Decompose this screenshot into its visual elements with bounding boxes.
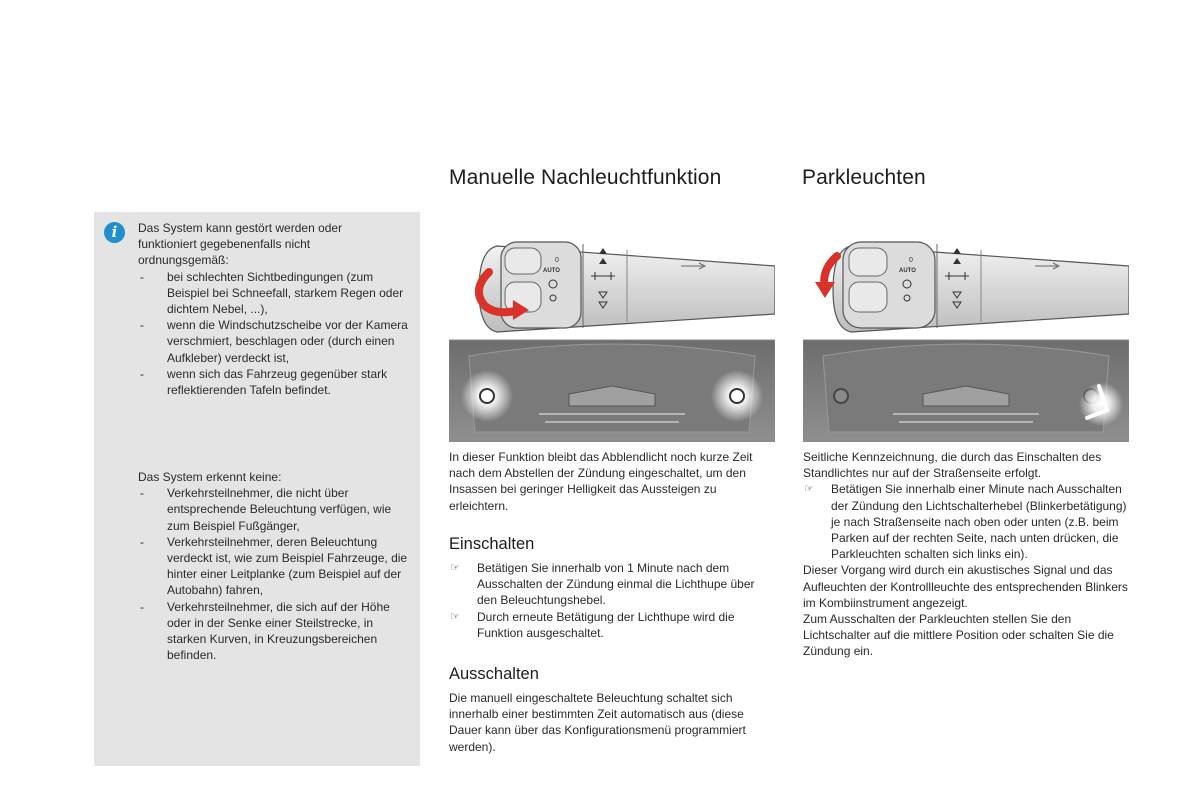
caption-text: In dieser Funktion bleibt das Abblendlicht noch kurze Zeit nach dem Abstellen der Zündung eingeschaltet, um den Insassen bei geringer Helligkeit das Aussteigen zu erleichtern. bbox=[449, 450, 753, 513]
stalk-label-auto: AUTO bbox=[543, 268, 560, 274]
einschalten-block bbox=[449, 560, 775, 641]
list-item-text: Betätigen Sie innerhalb einer Minute nach Ausschalten der Zündung den Lichtschalterhebel (Blinkerbetätigung) je nach Straßenseite nach oben oder unten (z.B. beim Parken auf der rechten Seite, nach unten drücken, die Parkleuchten schalten sich links ein). bbox=[831, 482, 1127, 562]
list-item-text: Betätigen Sie innerhalb von 1 Minute nach dem Ausschalten der Zündung einmal die Lichthupe über den Beleuchtungshebel. bbox=[477, 561, 755, 608]
list-item: - Verkehrsteilnehmer, deren Beleuchtung verdeckt ist, wie zum Beispiel Fahrzeuge, die hinter einer Leitplanke (zum Beispiel auf der Autobahn) fahren, bbox=[138, 534, 410, 599]
info-icon: i bbox=[104, 222, 125, 243]
list-item bbox=[449, 609, 775, 641]
illustration-parkleuchten bbox=[803, 236, 1129, 442]
parkleuchten-text-block bbox=[803, 449, 1129, 660]
caption-text: Seitliche Kennzeichnung, die durch das Einschalten des Standlichtes nur auf der Straßenseite erfolgt. bbox=[803, 450, 1102, 481]
nachleucht-caption-block bbox=[449, 449, 771, 514]
sidebar-list-2 bbox=[138, 485, 410, 663]
sidebar-intro-2: Das System erkennt keine: bbox=[138, 470, 282, 484]
list-item: - bei schlechten Sichtbedingungen (zum Beispiel bei Schneefall, starkem Regen oder dichtem Nebel, ...), bbox=[138, 269, 410, 318]
stalk-label-auto: AUTO bbox=[899, 268, 916, 274]
section-title-parkleuchten: Parkleuchten bbox=[802, 166, 926, 189]
illustration-nachleucht bbox=[449, 236, 775, 442]
pointing-hand-icon: ☞ bbox=[804, 483, 814, 496]
sidebar-block-1 bbox=[138, 220, 410, 398]
list-item bbox=[449, 560, 775, 609]
list-item-text: Durch erneute Betätigung der Lichthupe wird die Funktion ausgeschaltet. bbox=[477, 609, 735, 640]
list-item: - wenn sich das Fahrzeug gegenüber stark reflektierenden Tafeln befindet. bbox=[138, 366, 410, 398]
subheading-einschalten: Einschalten bbox=[449, 535, 535, 553]
list-item: - Verkehrsteilnehmer, die nicht über entsprechende Beleuchtung verfügen, wie zum Beispiel Fußgänger, bbox=[138, 485, 410, 534]
stalk-label-zero: 0 bbox=[555, 257, 559, 264]
subheading-ausschalten: Ausschalten bbox=[449, 665, 539, 683]
parkleuchten-list bbox=[803, 481, 1129, 562]
ausschalten-text: Die manuell eingeschaltete Beleuchtung schaltet sich innerhalb einer bestimmten Zeit automatisch aus (diese Dauer kann über das Konfigurationsmenü programmiert werden). bbox=[449, 691, 746, 754]
list-item: - wenn die Windschutzscheibe vor der Kamera verschmiert, beschlagen oder (durch einen Aufkleber) verdeckt ist, bbox=[138, 317, 410, 366]
list-item bbox=[803, 481, 1129, 562]
pointing-hand-icon: ☞ bbox=[450, 562, 460, 574]
stalk-and-parklight-figure bbox=[803, 236, 1129, 442]
sidebar-list-1 bbox=[138, 269, 410, 399]
stalk-and-headlamps-figure bbox=[449, 236, 775, 442]
parkleuchten-para-2: Zum Ausschalten der Parkleuchten stellen Sie den Lichtschalter auf die mittlere Position oder schalten Sie die Zündung ein. bbox=[803, 612, 1114, 659]
sidebar-block-2 bbox=[138, 469, 410, 663]
stalk-label-zero: 0 bbox=[909, 257, 913, 264]
parkleuchten-para-1: Dieser Vorgang wird durch ein akustisches Signal und das Aufleuchten der Kontrollleuchte des entsprechenden Blinkers im Kombiinstrument angezeigt. bbox=[803, 563, 1128, 610]
list-item: - Verkehrsteilnehmer, die sich auf der Höhe oder in der Senke einer Steilstrecke, in starken Kurven, in Kreuzungsbereichen befinden. bbox=[138, 599, 410, 664]
sidebar-intro: Das System kann gestört werden oder funktioniert gegebenenfalls nicht ordnungsgemäß: bbox=[138, 221, 343, 268]
section-title-nachleucht: Manuelle Nachleuchtfunktion bbox=[449, 166, 722, 189]
pointing-hand-icon: ☞ bbox=[450, 610, 460, 623]
ausschalten-block bbox=[449, 690, 771, 755]
einschalten-list bbox=[449, 560, 775, 641]
